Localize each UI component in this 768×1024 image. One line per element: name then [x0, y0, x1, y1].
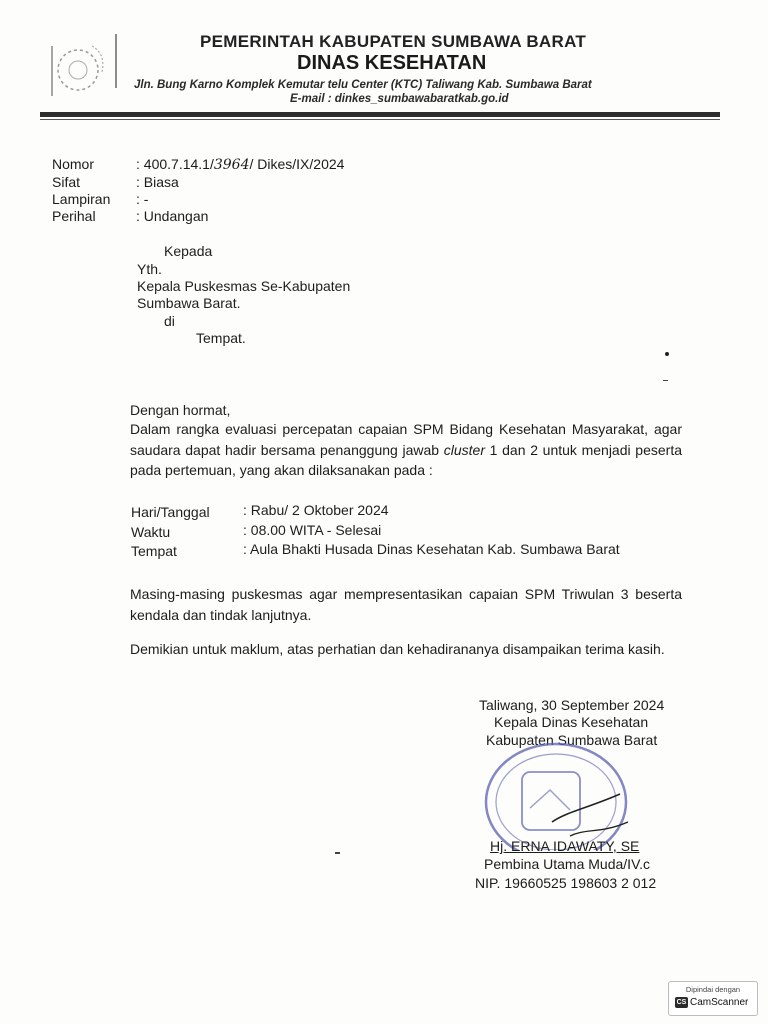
camscanner-badge [668, 981, 758, 1016]
detail-label-2: Tempat [131, 543, 177, 559]
letterhead-email: E-mail : dinkes_sumbawabaratkab.go.id [290, 93, 509, 105]
camscanner-name: CamScanner [690, 997, 749, 1009]
scan-speck [665, 352, 669, 356]
signature-title-2: Kabupaten Sumbawa Barat [486, 732, 658, 748]
recipient-yth: Yth. [137, 261, 162, 277]
scan-speck [663, 380, 668, 381]
official-stamp-icon [470, 738, 640, 850]
signatory-rank: Pembina Utama Muda/IV.c [484, 856, 651, 872]
camscanner-icon: CS [676, 999, 687, 1006]
paragraph-1 [130, 419, 682, 481]
recipient-line2: Sumbawa Barat. [137, 295, 241, 311]
nomor-label: Nomor [52, 156, 95, 172]
sifat-label: Sifat [52, 174, 81, 190]
perihal-value: : Undangan [136, 208, 209, 224]
detail-label-0: Hari/Tanggal [131, 504, 210, 520]
nomor-handwritten: 3964 [213, 157, 250, 173]
paragraph-1-part-b: 1 dan 2 untuk menjadi peserta pada pertemuan, yang akan dilaksanakan pada : [130, 441, 682, 478]
nomor-suffix: / Dikes/IX/2024 [249, 156, 345, 172]
detail-label-1: Waktu [131, 524, 171, 540]
recipient-line1: Kepala Puskesmas Se-Kabupaten [137, 278, 351, 294]
official-stamp [470, 738, 640, 850]
signature-place-date: Taliwang, 30 September 2024 [479, 697, 665, 713]
recipient-tempat: Tempat. [196, 330, 246, 346]
sifat-value: : Biasa [136, 174, 179, 190]
greeting: Dengan hormat, [130, 402, 231, 418]
letterhead-address: Jln. Bung Karno Komplek Kemutar telu Center (KTC) Taliwang Kab. Sumbawa Barat [134, 79, 592, 91]
letterhead-divider [40, 112, 720, 117]
paragraph-1-part-a: Dalam rangka evaluasi percepatan capaian SPM Bidang Kesehatan Masyarakat, agar saudara dapat hadir bersama penanggung jawab [130, 421, 682, 458]
paragraph-2: Masing-masing puskesmas agar mempresentasikan capaian SPM Triwulan 3 beserta kendala dan tindak lanjutnya. [130, 586, 682, 623]
lampiran-label: Lampiran [52, 191, 111, 207]
recipient-kepada: Kepada [164, 243, 213, 259]
paragraph-3: Demikian untuk maklum, atas perhatian dan kehadirananya disampaikan terima kasih. [130, 641, 665, 657]
regency-logo [40, 28, 122, 110]
government-name: PEMERINTAH KABUPATEN SUMBAWA BARAT [200, 32, 587, 51]
signatory-name: Hj. ERNA IDAWATY, SE [490, 838, 640, 854]
paragraph-1-italic: cluster [443, 441, 485, 458]
recipient-di: di [164, 313, 175, 329]
camscanner-label [675, 997, 748, 1008]
lampiran-value: : - [136, 191, 149, 207]
detail-value-0: : Rabu/ 2 Oktober 2024 [243, 502, 389, 518]
perihal-label: Perihal [52, 208, 96, 224]
signatory-nip: NIP. 19660525 198603 2 012 [475, 875, 657, 891]
signature-title-1: Kepala Dinas Kesehatan [494, 714, 649, 730]
scanned-by-label: Dipindai dengan [685, 985, 741, 994]
letterhead-divider-thin [40, 119, 720, 120]
scan-speck [335, 852, 340, 854]
regency-emblem-icon [40, 28, 122, 110]
detail-value-1: : 08.00 WITA - Selesai [243, 522, 382, 538]
nomor-prefix: : 400.7.14.1/ [136, 156, 214, 172]
nomor-value [136, 156, 344, 174]
detail-value-2: : Aula Bhakti Husada Dinas Kesehatan Kab. Sumbawa Barat [243, 541, 620, 557]
department-name: DINAS KESEHATAN [297, 52, 487, 74]
